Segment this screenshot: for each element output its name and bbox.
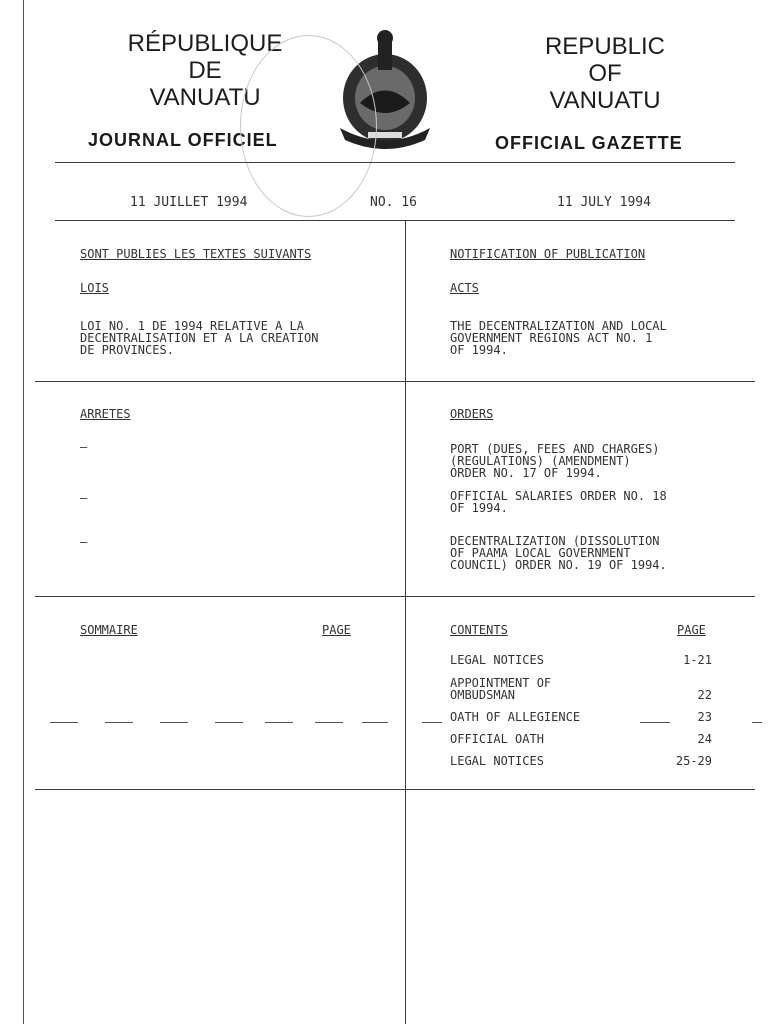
fr-leader-dash xyxy=(50,722,78,723)
en-act-line-2: GOVERNMENT REGIONS ACT NO. 1 xyxy=(450,331,653,345)
contents-row-title: LEGAL NOTICES xyxy=(450,653,544,667)
en-order-1-line-3: ORDER NO. 17 OF 1994. xyxy=(450,466,602,480)
en-act-text xyxy=(450,320,667,356)
en-leader-dash xyxy=(640,722,670,723)
en-order-2-line-1: OFFICIAL SALARIES ORDER NO. 18 xyxy=(450,489,667,503)
contents-row-page: 22 xyxy=(697,688,712,702)
fr-leader-dash xyxy=(362,722,388,723)
en-act-line-3: OF 1994. xyxy=(450,343,508,357)
date-fr: 11 JUILLET 1994 xyxy=(130,195,248,210)
header-en-title xyxy=(510,33,700,114)
fr-arrete-dash-1: – xyxy=(80,440,88,454)
en-page-label: PAGE xyxy=(677,623,706,637)
contents-row-page: 25-29 xyxy=(675,754,712,768)
official-gazette: OFFICIAL GAZETTE xyxy=(495,133,683,153)
contents-row-title-line: APPOINTMENT OF xyxy=(450,676,552,690)
contents-row-title: OFFICIAL OATH xyxy=(450,732,544,746)
en-orders-heading: ORDERS xyxy=(450,407,494,421)
column-divider xyxy=(405,220,406,1024)
en-title-line-2: OF xyxy=(588,60,622,87)
header-rule xyxy=(55,162,735,163)
fr-leader-dash xyxy=(265,722,293,723)
fr-leader-dash xyxy=(105,722,133,723)
fr-loi-line-1: LOI NO. 1 DE 1994 RELATIVE A LA xyxy=(80,319,304,333)
contents-row-title-line: OMBUDSMAN xyxy=(450,688,516,702)
fr-lois-heading: LOIS xyxy=(80,281,109,295)
en-title-line-1: REPUBLIC xyxy=(544,33,666,60)
fr-title-line-2: DE xyxy=(188,57,222,84)
fr-arrete-dash-2: – xyxy=(80,491,88,505)
official-stamp-outline xyxy=(240,35,377,217)
issue-number: NO. 16 xyxy=(370,195,417,210)
contents-row-title xyxy=(450,677,551,701)
en-order-2-line-2: OF 1994. xyxy=(450,501,508,515)
fr-title-line-3: VANUATU xyxy=(149,84,261,111)
en-order-item-1 xyxy=(450,443,660,479)
fr-section1-heading: SONT PUBLIES LES TEXTES SUIVANTS xyxy=(80,247,312,261)
en-contents-heading: CONTENTS xyxy=(450,623,508,637)
section2-rule xyxy=(35,596,755,597)
contents-row-page: 1-21 xyxy=(683,653,712,667)
contents-row-page: 24 xyxy=(697,732,712,746)
fr-leader-dash xyxy=(215,722,243,723)
fr-page-label: PAGE xyxy=(322,623,351,637)
en-order-3-line-1: DECENTRALIZATION (DISSOLUTION xyxy=(450,534,660,548)
date-en: 11 JULY 1994 xyxy=(557,195,651,210)
left-margin-line xyxy=(23,0,24,1024)
fr-loi-line-3: DE PROVINCES. xyxy=(80,343,174,357)
fr-sommaire-heading: SOMMAIRE xyxy=(80,623,138,637)
en-order-1-line-2: (REGULATIONS) (AMENDMENT) xyxy=(450,454,631,468)
fr-loi-text xyxy=(80,320,318,356)
fr-leader-dash xyxy=(315,722,343,723)
en-leader-dash xyxy=(422,722,442,723)
fr-leader-dash xyxy=(160,722,188,723)
fr-loi-line-2: DECENTRALISATION ET A LA CREATION xyxy=(80,331,319,345)
en-acts-heading: ACTS xyxy=(450,281,479,295)
contents-row-title: OATH OF ALLEGIENCE xyxy=(450,710,581,724)
section3-rule xyxy=(35,789,755,790)
fr-title-line-1: RÉPUBLIQUE xyxy=(127,30,283,57)
en-order-3-line-3: COUNCIL) ORDER NO. 19 OF 1994. xyxy=(450,558,667,572)
fr-arretes-heading: ARRETES xyxy=(80,407,131,421)
en-order-item-3 xyxy=(450,535,667,571)
contents-row-page: 23 xyxy=(697,710,712,724)
en-order-item-2 xyxy=(450,490,667,514)
fr-arrete-dash-3: – xyxy=(80,535,88,549)
journal-officiel: JOURNAL OFFICIEL xyxy=(88,130,278,150)
en-order-1-line-1: PORT (DUES, FEES AND CHARGES) xyxy=(450,442,660,456)
contents-row-title: LEGAL NOTICES xyxy=(450,754,544,768)
en-leader-dash xyxy=(752,722,762,723)
en-order-3-line-2: OF PAAMA LOCAL GOVERNMENT xyxy=(450,546,631,560)
en-act-line-1: THE DECENTRALIZATION AND LOCAL xyxy=(450,319,667,333)
date-rule xyxy=(55,220,735,221)
section1-rule xyxy=(35,381,755,382)
en-section1-heading: NOTIFICATION OF PUBLICATION xyxy=(450,247,646,261)
en-title-line-3: VANUATU xyxy=(549,87,661,114)
